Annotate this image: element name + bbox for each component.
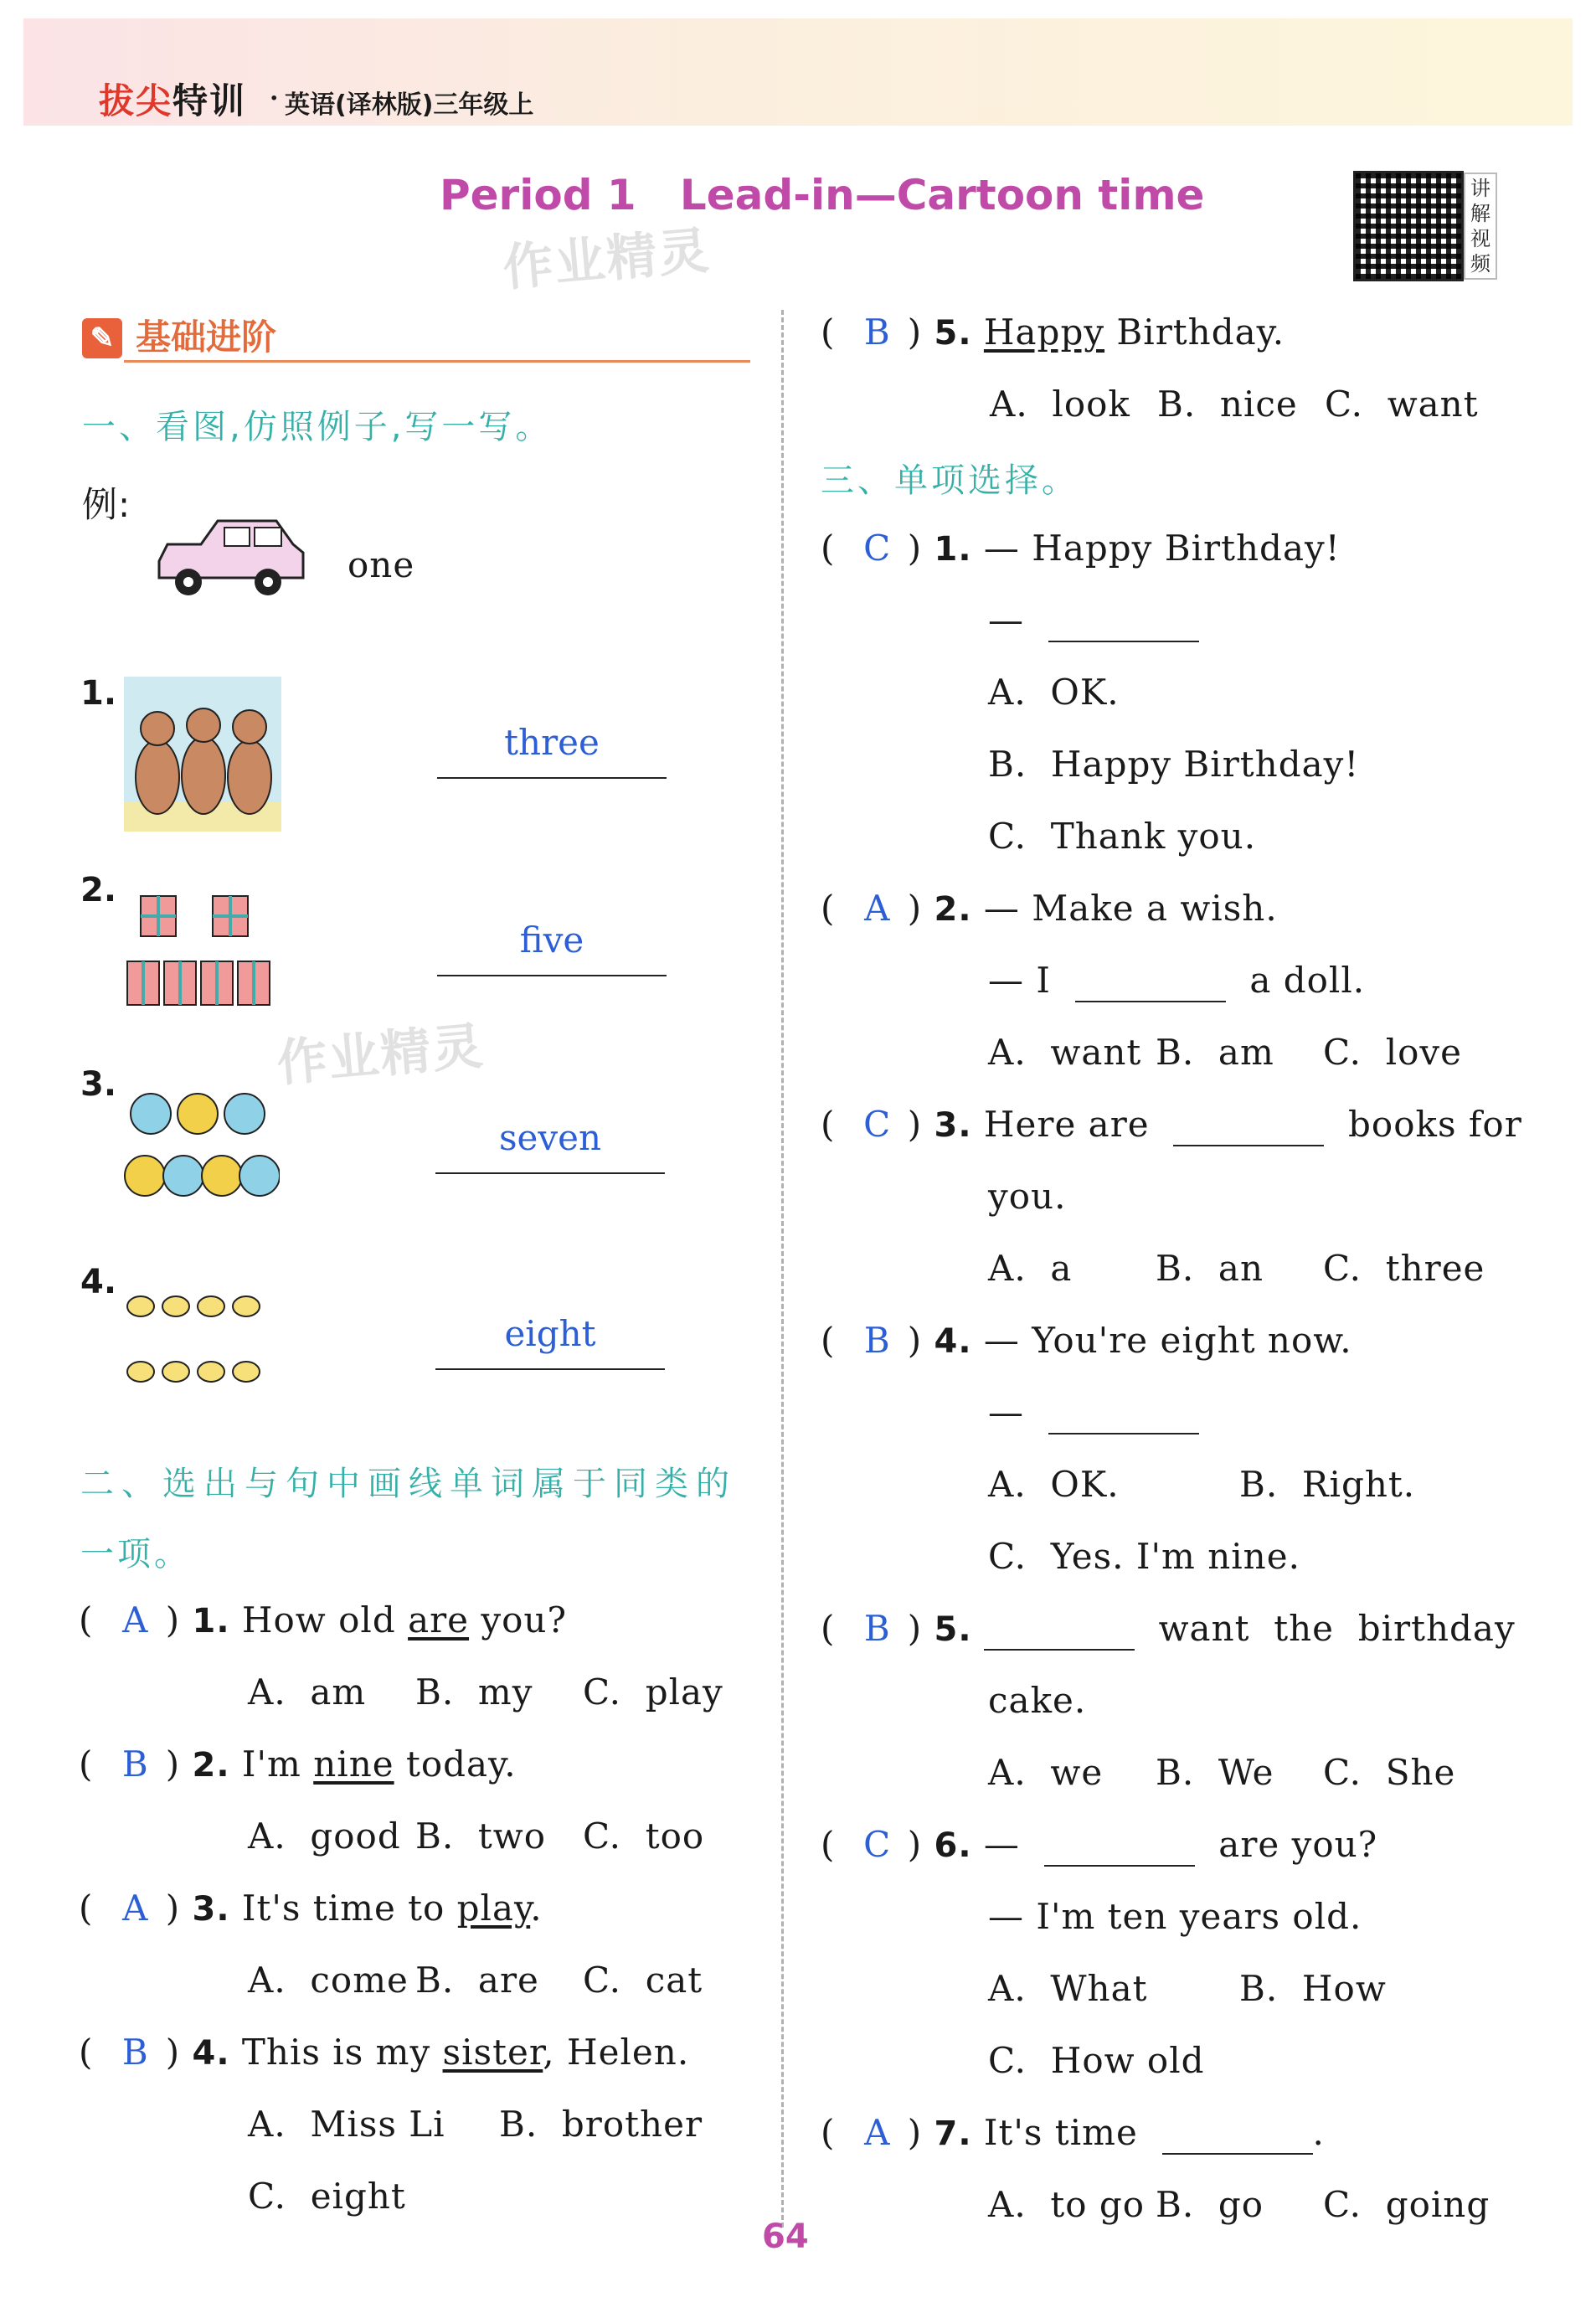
option-b: B. brother [499, 2104, 703, 2145]
answer-line [435, 1368, 665, 1370]
reply-line: — [988, 1392, 1199, 1434]
question-cont: you. [988, 1176, 1067, 1217]
option-c: C. cat [583, 1960, 703, 2001]
option-c: C. three [1323, 1248, 1485, 1289]
question-row: ( C ) 1. — Happy Birthday! [821, 528, 1341, 569]
option-a: A. What [988, 1968, 1148, 2009]
blank [1048, 600, 1199, 642]
item-number: 3. [80, 1065, 117, 1104]
section-title: 基础进阶 [136, 317, 277, 358]
option-a: A. OK. [988, 672, 1120, 713]
option-a: A. a [988, 1248, 1073, 1289]
option-a: A. look [990, 384, 1130, 425]
option-c: C. She [1323, 1752, 1456, 1793]
part2-heading-cont: 一项。 [80, 1535, 191, 1574]
reply-line: — I'm ten years old. [988, 1896, 1362, 1937]
option-a: A. Miss Li [248, 2104, 445, 2145]
option-a: A. come [248, 1960, 409, 2001]
option-c: C. eight [248, 2176, 406, 2217]
answer-letter: B [121, 1744, 149, 1785]
item-number: 2. [80, 871, 117, 909]
question-row: ( A ) 3. It's time to play. [79, 1888, 543, 1929]
question-row: ( B ) 2. I'm nine today. [79, 1744, 517, 1785]
blank [1173, 1104, 1324, 1146]
question-row: ( A ) 2. — Make a wish. [821, 888, 1278, 929]
balls-picture [124, 1089, 280, 1203]
item-number: 1. [80, 674, 117, 713]
answer-line [435, 1172, 665, 1174]
example-word: one [348, 544, 415, 585]
answer-word: three [504, 722, 600, 763]
section-underline [124, 360, 750, 363]
option-c: C. How old [988, 2040, 1205, 2081]
option-c: C. want [1325, 384, 1479, 425]
watermark: 作业精灵 [500, 221, 713, 298]
header-separator: · [270, 84, 279, 113]
option-c: C. love [1323, 1032, 1462, 1073]
option-c: C. Yes. I'm nine. [988, 1536, 1300, 1577]
question-row: ( B ) 4. This is my sister, Helen. [79, 2032, 690, 2073]
question-row: ( B ) 5. Happy Birthday. [821, 312, 1285, 353]
question-row: ( A ) 1. How old are you? [79, 1599, 567, 1641]
watermark: 作业精灵 [274, 1017, 487, 1094]
page-title: Period 1 Lead-in—Cartoon time [440, 171, 1205, 219]
reply-line: — [988, 600, 1199, 642]
option-a: A. to go [988, 2184, 1146, 2225]
gifts-picture [124, 886, 283, 1017]
pencil-icon: ✎ [82, 318, 122, 358]
option-b: B. Right. [1239, 1464, 1416, 1505]
blank [1048, 1392, 1199, 1434]
part3-heading: 三、单项选择。 [821, 461, 1079, 500]
car-picture [151, 511, 310, 603]
answer-word: five [519, 919, 584, 961]
option-b: B. Happy Birthday! [988, 744, 1360, 785]
option-c: C. too [583, 1816, 705, 1857]
answer-letter: B [863, 312, 891, 353]
part1-heading: 一、看图,仿照例子,写一写。 [82, 408, 553, 446]
answer-line [437, 777, 667, 779]
option-b: B. How [1239, 1968, 1387, 2009]
part2-heading: 二、选出与句中画线单词属于同类的 [80, 1465, 737, 1503]
option-b: B. We [1156, 1752, 1274, 1793]
qr-label: 讲解视频 [1464, 173, 1497, 280]
answer-letter: A [122, 1599, 149, 1641]
option-a: A. we [988, 1752, 1104, 1793]
answer-letter: A [122, 1888, 149, 1929]
option-c: C. Thank you. [988, 816, 1257, 857]
example-label: 例: [82, 484, 131, 525]
option-a: A. good [248, 1816, 401, 1857]
answer-letter: C [863, 1824, 892, 1865]
blank [984, 1608, 1135, 1651]
answer-letter: B [863, 1608, 891, 1649]
option-b: B. am [1156, 1032, 1274, 1073]
qr-code[interactable] [1353, 171, 1464, 281]
reply-line: — I a doll. [988, 960, 1366, 1001]
answer-letter: C [863, 528, 892, 569]
answer-letter: B [863, 1320, 891, 1361]
chicks-picture [124, 1288, 280, 1393]
blank [1075, 960, 1226, 1002]
question-row: ( B ) 4. — You're eight now. [821, 1320, 1352, 1361]
option-c: C. play [583, 1671, 723, 1713]
option-b: B. go [1156, 2184, 1264, 2225]
blank [1162, 2112, 1313, 2155]
column-divider [781, 310, 784, 2228]
book-subtitle: 英语(译林版)三年级上 [285, 90, 534, 120]
answer-line [437, 975, 667, 976]
option-a: A. am [248, 1671, 367, 1713]
item-number: 4. [80, 1263, 117, 1301]
option-a: A. want [988, 1032, 1142, 1073]
option-b: B. two [415, 1816, 547, 1857]
bears-picture [124, 677, 281, 832]
brand-logo: 拔尖特训 [99, 80, 247, 121]
question-row: ( A ) 7. It's time . [821, 2112, 1325, 2153]
question-row: ( C ) 3. Here are books for [821, 1104, 1522, 1145]
option-b: B. are [415, 1960, 539, 2001]
option-b: B. nice [1157, 384, 1298, 425]
option-b: B. my [415, 1671, 533, 1713]
question-row: ( B ) 5. want the birthday [821, 1608, 1516, 1649]
answer-word: seven [498, 1117, 602, 1158]
answer-letter: C [863, 1104, 892, 1145]
question-row: ( C ) 6. — are you? [821, 1824, 1378, 1865]
blank [1044, 1824, 1195, 1867]
answer-letter: B [121, 2032, 149, 2073]
option-c: C. going [1323, 2184, 1490, 2225]
answer-word: eight [504, 1313, 596, 1354]
question-cont: cake. [988, 1680, 1087, 1721]
answer-letter: A [864, 2112, 891, 2153]
answer-letter: A [864, 888, 891, 929]
page-number: 64 [762, 2217, 809, 2256]
option-a: A. OK. [988, 1464, 1120, 1505]
header-band [23, 18, 1573, 126]
option-b: B. an [1156, 1248, 1264, 1289]
